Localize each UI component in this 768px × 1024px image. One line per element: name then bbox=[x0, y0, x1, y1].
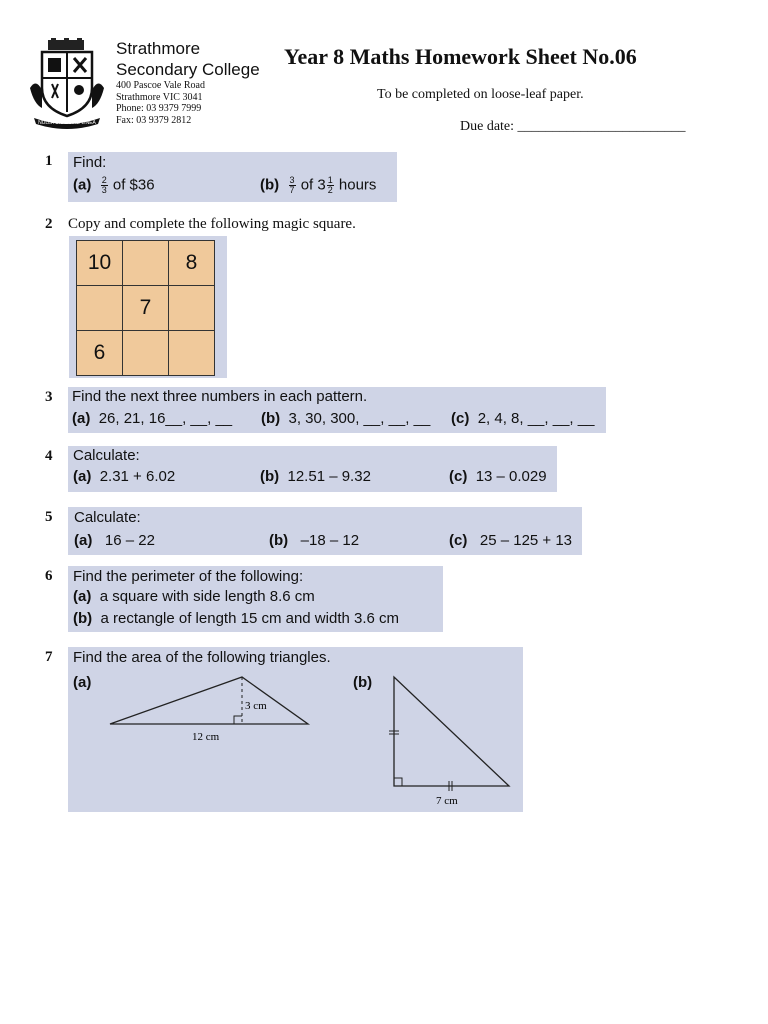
question-number: 6 bbox=[45, 568, 53, 584]
question-7-box bbox=[68, 647, 523, 812]
magic-square-cell bbox=[169, 331, 215, 376]
question-part-b bbox=[73, 610, 399, 627]
part-text: a rectangle of length 15 cm and width 3.6 cm bbox=[100, 610, 400, 627]
question-part-a bbox=[74, 532, 155, 549]
question-number: 5 bbox=[45, 509, 53, 525]
address-line: 400 Pascoe Vale Road bbox=[116, 80, 205, 91]
triangle-b bbox=[389, 677, 509, 807]
question-number: 1 bbox=[45, 153, 53, 169]
fraction-numerator: 3 bbox=[289, 175, 295, 185]
part-label: (b) bbox=[260, 176, 280, 194]
magic-square-cell bbox=[77, 286, 123, 331]
fraction-numerator: 2 bbox=[101, 175, 107, 185]
question-4-box bbox=[68, 446, 557, 492]
part-label: (b) bbox=[269, 532, 289, 549]
question-part-b bbox=[260, 176, 376, 195]
magic-square-cell bbox=[169, 286, 215, 331]
question-number: 4 bbox=[45, 448, 53, 464]
right-angle-mark bbox=[234, 716, 242, 724]
part-label: (c) bbox=[451, 410, 470, 427]
part-label: (c) bbox=[449, 532, 468, 549]
magic-square-cell: 8 bbox=[169, 241, 215, 286]
question-part-b bbox=[261, 410, 430, 427]
question-part-c bbox=[451, 410, 594, 427]
question-prompt: Find the perimeter of the following: bbox=[73, 568, 304, 585]
question-prompt: Copy and complete the following magic square. bbox=[68, 216, 356, 232]
question-prompt: Find the next three numbers in each pattern. bbox=[72, 388, 368, 405]
fraction-denominator: 7 bbox=[289, 185, 295, 195]
question-3-box bbox=[68, 387, 606, 433]
question-number: 2 bbox=[45, 216, 53, 232]
part-label: (a) bbox=[73, 588, 92, 605]
fraction bbox=[101, 176, 108, 195]
right-angle-mark bbox=[394, 778, 402, 786]
school-address bbox=[116, 80, 205, 126]
part-text: 13 – 0.029 bbox=[475, 468, 547, 485]
part-text: 12.51 – 9.32 bbox=[287, 468, 371, 485]
height-label: 3 cm bbox=[245, 700, 267, 712]
fraction bbox=[289, 176, 296, 195]
part-label: (a) bbox=[74, 532, 93, 549]
question-part-a bbox=[72, 410, 232, 427]
part-label: (c) bbox=[449, 468, 468, 485]
part-label: (b) bbox=[260, 468, 280, 485]
school-name-line2: Secondary College bbox=[116, 60, 260, 79]
magic-square-cell bbox=[123, 331, 169, 376]
question-prompt: Calculate: bbox=[73, 447, 140, 464]
question-part-a bbox=[73, 588, 315, 605]
base-label: 12 cm bbox=[192, 731, 220, 743]
triangle-a bbox=[110, 677, 308, 743]
question-number: 7 bbox=[45, 649, 53, 665]
question-number: 3 bbox=[45, 389, 53, 405]
part-label: (b) bbox=[353, 674, 373, 691]
part-text: of 3 bbox=[300, 176, 326, 194]
part-label: (a) bbox=[72, 410, 91, 427]
part-text: a square with side length 8.6 cm bbox=[99, 588, 315, 605]
question-prompt: Calculate: bbox=[74, 509, 141, 526]
part-text: 3, 30, 300, __, __, __ bbox=[288, 410, 431, 427]
part-text: 16 – 22 bbox=[104, 532, 155, 549]
address-line: Fax: 03 9379 2812 bbox=[116, 114, 192, 126]
magic-square-cell: 10 bbox=[77, 241, 123, 286]
question-prompt: Find: bbox=[73, 154, 107, 171]
part-text: 26, 21, 16__, __, __ bbox=[98, 410, 233, 427]
part-text: 2, 4, 8, __, __, __ bbox=[477, 410, 595, 427]
part-label: (a) bbox=[73, 468, 92, 485]
address-line: Phone: 03 9379 7999 bbox=[116, 103, 202, 114]
mixed-fraction bbox=[327, 176, 334, 195]
part-label: (a) bbox=[73, 674, 92, 691]
base-label: 7 cm bbox=[436, 795, 458, 807]
question-1-box bbox=[68, 152, 397, 202]
part-text: 25 – 125 + 13 bbox=[479, 532, 573, 549]
question-part-c bbox=[449, 532, 572, 549]
triangles-diagram bbox=[68, 647, 523, 812]
magic-square-cell: 6 bbox=[77, 331, 123, 376]
svg-text:NULLA DIES SINE LINEA: NULLA DIES SINE LINEA bbox=[38, 120, 96, 126]
part-label: (b) bbox=[261, 410, 281, 427]
part-text: of $36 bbox=[112, 176, 155, 194]
question-part-b bbox=[269, 532, 359, 549]
part-label: (a) bbox=[73, 176, 92, 194]
school-crest-logo bbox=[28, 38, 106, 130]
part-text: hours bbox=[338, 176, 377, 194]
part-label: (b) bbox=[73, 610, 93, 627]
part-text: –18 – 12 bbox=[300, 532, 360, 549]
magic-square-cell bbox=[123, 241, 169, 286]
school-name bbox=[116, 38, 260, 80]
page-title: Year 8 Maths Homework Sheet No.06 bbox=[284, 44, 637, 69]
question-prompt: Find the area of the following triangles. bbox=[73, 649, 331, 666]
question-part-a bbox=[73, 468, 175, 485]
fraction-denominator: 3 bbox=[101, 185, 107, 195]
question-5-box bbox=[68, 507, 582, 555]
address-line: Strathmore VIC 3041 bbox=[116, 91, 203, 103]
magic-square-cell: 7 bbox=[123, 286, 169, 331]
question-part-c bbox=[449, 468, 547, 485]
fraction-numerator: 1 bbox=[327, 175, 333, 185]
question-part-a bbox=[73, 176, 155, 195]
page-subtitle: To be completed on loose-leaf paper. bbox=[377, 87, 584, 102]
question-part-b bbox=[260, 468, 371, 485]
fraction-denominator: 2 bbox=[327, 185, 333, 195]
school-name-line1: Strathmore bbox=[116, 39, 201, 58]
due-date-field: Due date: ________________________ bbox=[460, 119, 686, 134]
magic-square bbox=[76, 240, 215, 376]
part-text: 2.31 + 6.02 bbox=[99, 468, 176, 485]
question-6-box bbox=[68, 566, 443, 632]
